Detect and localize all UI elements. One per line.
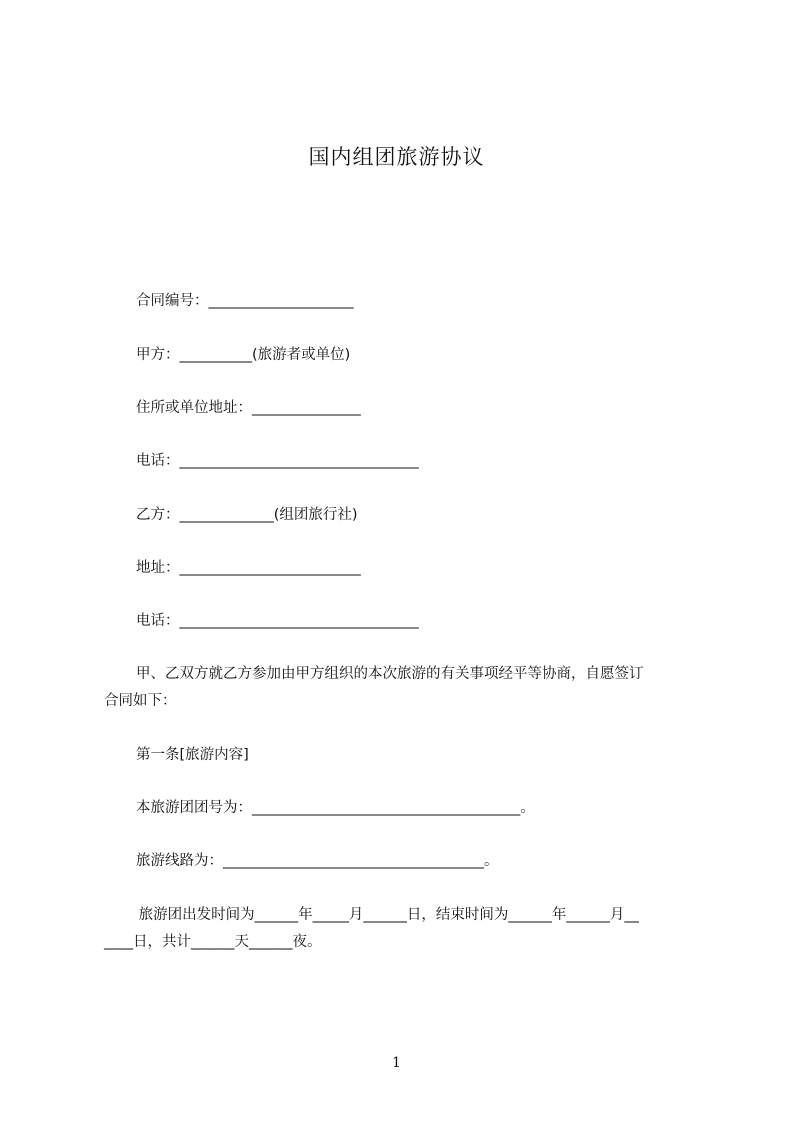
document-title: 国内组团旅游协议 <box>308 145 485 169</box>
intro-paragraph-line-1: 甲、乙双方就乙方参加由甲方组织的本次旅游的有关事项经平等协商，自愿签订 <box>136 666 644 682</box>
route-field: 旅游线路为：____________________________________。 <box>136 853 499 869</box>
travel-time-line-1: 旅游团出发时间为______年_____月______日，结束时间为______年______月__ <box>134 907 639 923</box>
travel-time-line-2: ____日，共计______天______夜。 <box>104 934 322 950</box>
group-number-field: 本旅游团团号为：_____________________________________。 <box>136 800 535 816</box>
party-a-field: 甲方：__________(旅游者或单位) <box>136 347 351 363</box>
intro-paragraph-line-2: 合同如下： <box>104 693 177 709</box>
party-b-phone-field: 电话：_________________________________ <box>136 613 419 629</box>
party-b-address-field: 地址：_________________________ <box>136 560 361 576</box>
party-a-address-field: 住所或单位地址：_______________ <box>136 400 361 416</box>
party-b-field: 乙方：_____________(组团旅行社) <box>136 507 358 523</box>
page-number: 1 <box>392 1055 401 1071</box>
article-1-heading: 第一条[旅游内容] <box>136 747 249 763</box>
party-a-phone-field: 电话：_________________________________ <box>136 453 419 469</box>
contract-number-field: 合同编号：____________________ <box>136 293 354 309</box>
